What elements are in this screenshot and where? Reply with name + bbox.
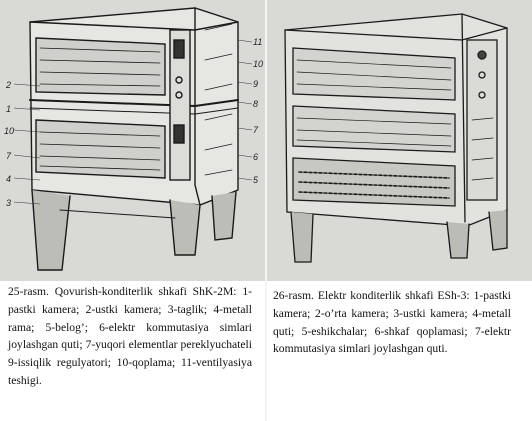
callout-label: 9 <box>253 79 259 89</box>
oven-cabinet-shk2m-drawing <box>0 0 265 281</box>
figure-26-illustration <box>267 0 532 281</box>
callout-label: 4 <box>6 174 12 184</box>
figure-26-caption: 26-rasm. Elektr konditerlik shkafi ESh-3: 1-pastki kamera; 2-o’rta kamera; 3-ustki kamera; 4-metall quti; 5-eshikchalar; 6-shkaf qoplamasi; 7-elektr kommutasiya simlari joylashgan quti. <box>273 289 511 356</box>
figure-25-illustration <box>0 0 265 281</box>
figure-25-caption: 25-rasm. Qovurish-konditerlik shkafi ShK-2M: 1-pastki kamera; 2-ustki kamera; 3-taglik; 4-metall rama; 5-belog’; 6-elektr kommutasiya simlari joylashgan quti; 7-yuqori elementlar pereklyuchateli 9-issiqlik regulyatori; 10-qoplama; 11-ventilyasiya teshigi. <box>8 285 252 387</box>
callout-label: 10 <box>4 126 15 136</box>
callout-label: 10 <box>253 59 264 69</box>
callout-label: 6 <box>253 152 259 162</box>
callout-label: 2 <box>6 80 12 90</box>
callout-label: 7 <box>6 151 12 161</box>
callout-label: 1 <box>6 104 12 114</box>
callout-label: 3 <box>6 198 12 208</box>
callout-label: 5 <box>253 175 259 185</box>
electric-cabinet-esh3-drawing <box>267 0 532 281</box>
callout-label: 8 <box>253 99 259 109</box>
callout-label: 11 <box>253 37 263 47</box>
callout-label: 7 <box>253 125 259 135</box>
